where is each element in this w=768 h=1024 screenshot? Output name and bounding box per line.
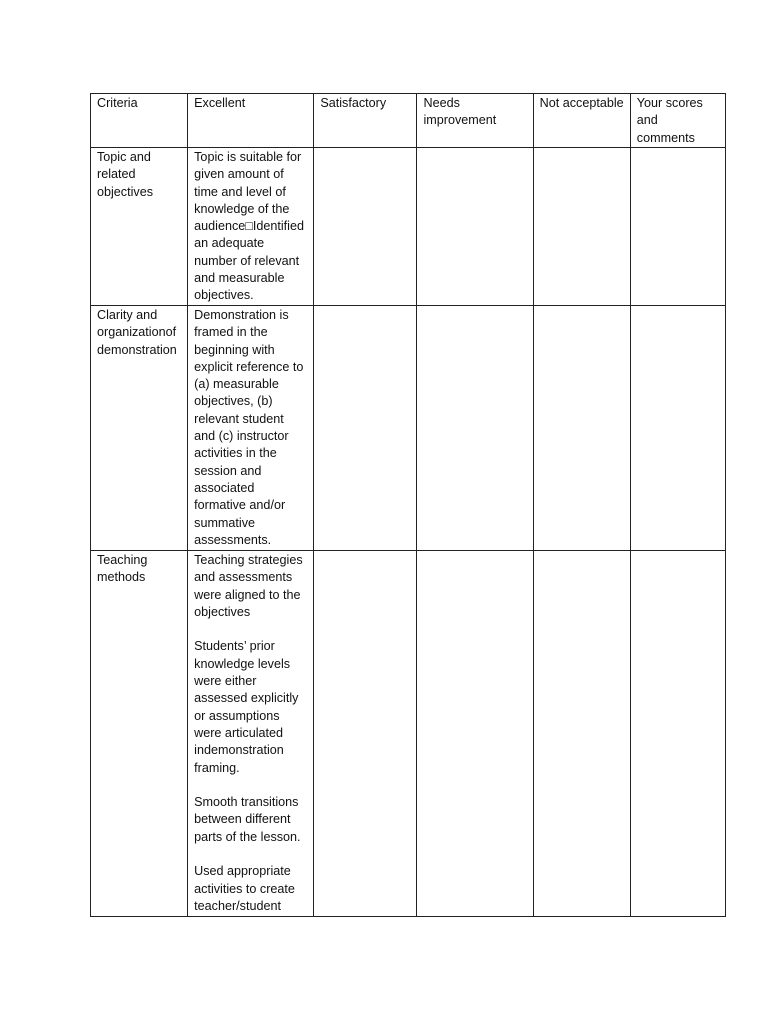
header-row <box>91 94 726 148</box>
scores-comments-cell <box>630 551 725 917</box>
excellent-paragraph: Teaching strategies and assessments were aligned to the objectives <box>194 553 303 619</box>
scores-comments-cell <box>630 306 725 551</box>
excellent-paragraph: Smooth transitions between different parts of the lesson. <box>194 795 301 844</box>
satisfactory-cell <box>314 551 417 917</box>
table-row <box>91 551 726 917</box>
needs-improvement-cell <box>417 551 533 917</box>
excellent-cell: Demonstration is framed in the beginning with explicit reference to (a) measurable objectives, (b) relevant student and (c) instructor activities in the session and associated formative and/or summative assessments. <box>188 306 314 551</box>
needs-improvement-cell <box>417 306 533 551</box>
excellent-cell <box>188 551 314 917</box>
criteria-cell: Teaching methods <box>91 551 188 917</box>
needs-improvement-cell <box>417 148 533 306</box>
header-needs-improvement: Needs improvement <box>417 94 533 148</box>
criteria-cell: Clarity and organizationof demonstration <box>91 306 188 551</box>
satisfactory-cell <box>314 148 417 306</box>
satisfactory-cell <box>314 306 417 551</box>
rubric-table <box>90 93 726 917</box>
paragraph-spacer <box>194 846 307 863</box>
not-acceptable-cell <box>533 148 630 306</box>
header-satisfactory: Satisfactory <box>314 94 417 148</box>
header-excellent: Excellent <box>188 94 314 148</box>
criteria-cell: Topic and related objectives <box>91 148 188 306</box>
paragraph-spacer <box>194 621 307 638</box>
paragraph-spacer <box>194 777 307 794</box>
scores-comments-cell <box>630 148 725 306</box>
not-acceptable-cell <box>533 551 630 917</box>
header-not-acceptable: Not acceptable <box>533 94 630 148</box>
excellent-paragraph: Used appropriate activities to create teacher/student <box>194 864 295 913</box>
excellent-paragraph: Students’ prior knowledge levels were either assessed explicitly or assumptions were articulated indemonstration framing. <box>194 639 299 775</box>
excellent-cell: Topic is suitable for given amount of time and level of knowledge of the audience□Identified an adequate number of relevant and measurable objectives. <box>188 148 314 306</box>
table-row <box>91 306 726 551</box>
header-your-scores: Your scores and comments <box>630 94 725 148</box>
not-acceptable-cell <box>533 306 630 551</box>
table-row <box>91 148 726 306</box>
header-criteria: Criteria <box>91 94 188 148</box>
